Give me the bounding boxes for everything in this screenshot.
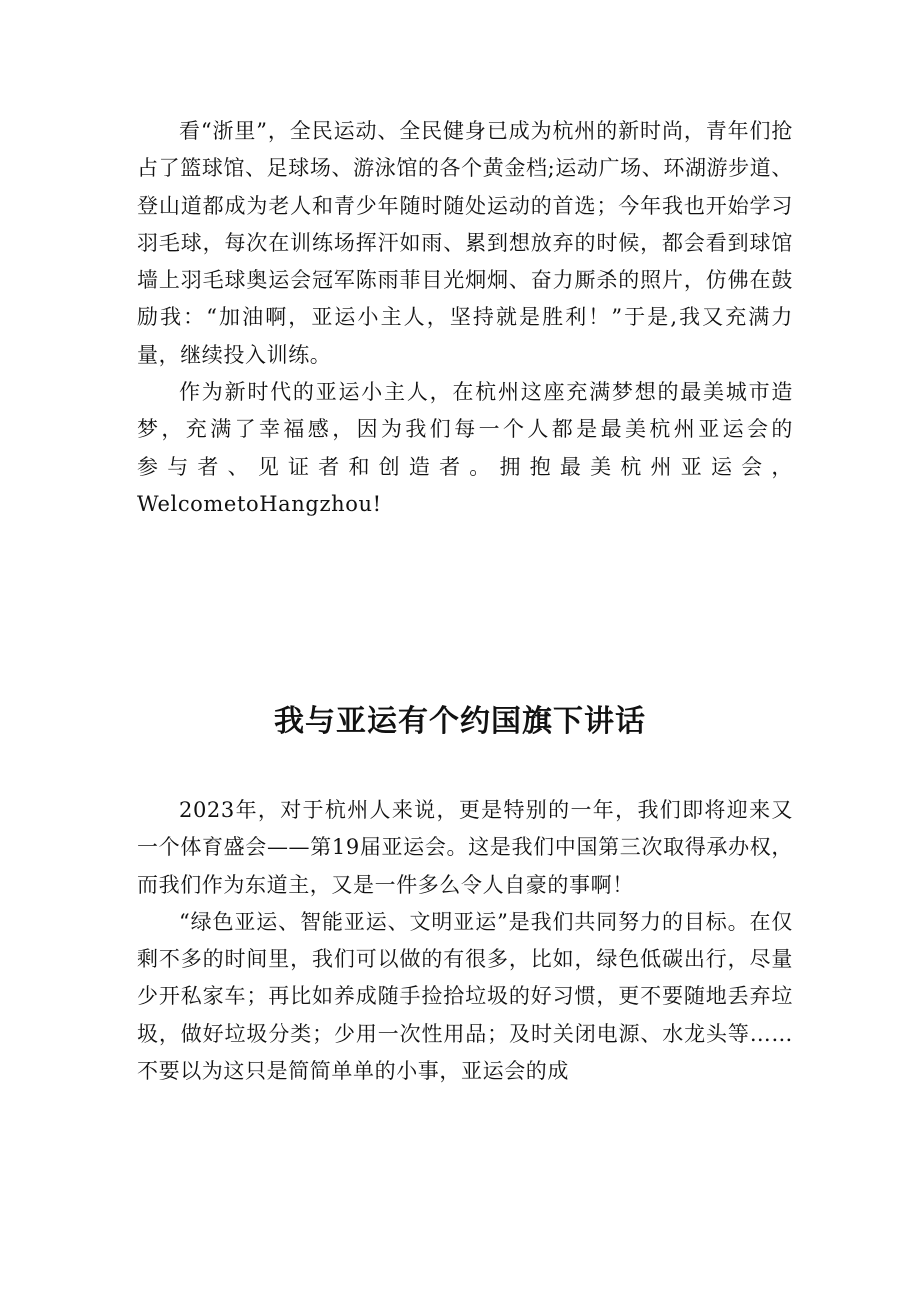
speech-body xyxy=(137,792,793,1090)
paragraph-asian-games-2023: 2023年，对于杭州人来说，更是特别的一年，我们即将迎来又一个体育盛会——第19届亚运会。这是我们中国第三次取得承办权，而我们作为东道主，又是一件多么令人自豪的事啊！ xyxy=(137,798,793,897)
paragraph-green-games: “绿色亚运、智能亚运、文明亚运”是我们共同努力的目标。在仅剩不多的时间里，我们可以做的有很多，比如，绿色低碳出行，尽量少开私家车；再比如养成随手捡拾垃圾的好习惯，更不要随地丢弃垃圾，做好垃圾分类；少用一次性用品；及时关闭电源、水龙头等……不要以为这只是简简单单的小事，亚运会的成 xyxy=(137,909,793,1084)
paragraph-little-host: 作为新时代的亚运小主人，在杭州这座充满梦想的最美城市造梦，充满了幸福感，因为我们每一个人都是最美杭州亚运会的 xyxy=(137,380,793,442)
page-title: 我与亚运有个约国旗下讲话 xyxy=(274,704,646,739)
paragraph-training: 看“浙里”，全民运动、全民健身已成为杭州的新时尚，青年们抢占了篮球馆、足球场、游泳馆的各个黄金档;运动广场、环湖游步道、登山道都成为老人和青少年随时随处运动的首选；今年我也开始学习羽毛球，每次在训练场挥汗如雨、累到想放弃的时候，都会看到球馆墙上羽毛球奥运会冠军陈雨菲目光炯炯、奋力厮杀的照片，仿佛在鼓励我：“加油啊，亚运小主人，坚持就是胜利！”于是,我又充满力量，继续投入训练。 xyxy=(137,119,793,367)
paragraph-little-host-line: 参与者、见证者和创造者。拥抱最美杭州亚运会， xyxy=(137,454,793,479)
essay-continuation xyxy=(137,113,793,523)
paragraph-welcome: WelcometoHangzhou! xyxy=(137,491,382,516)
